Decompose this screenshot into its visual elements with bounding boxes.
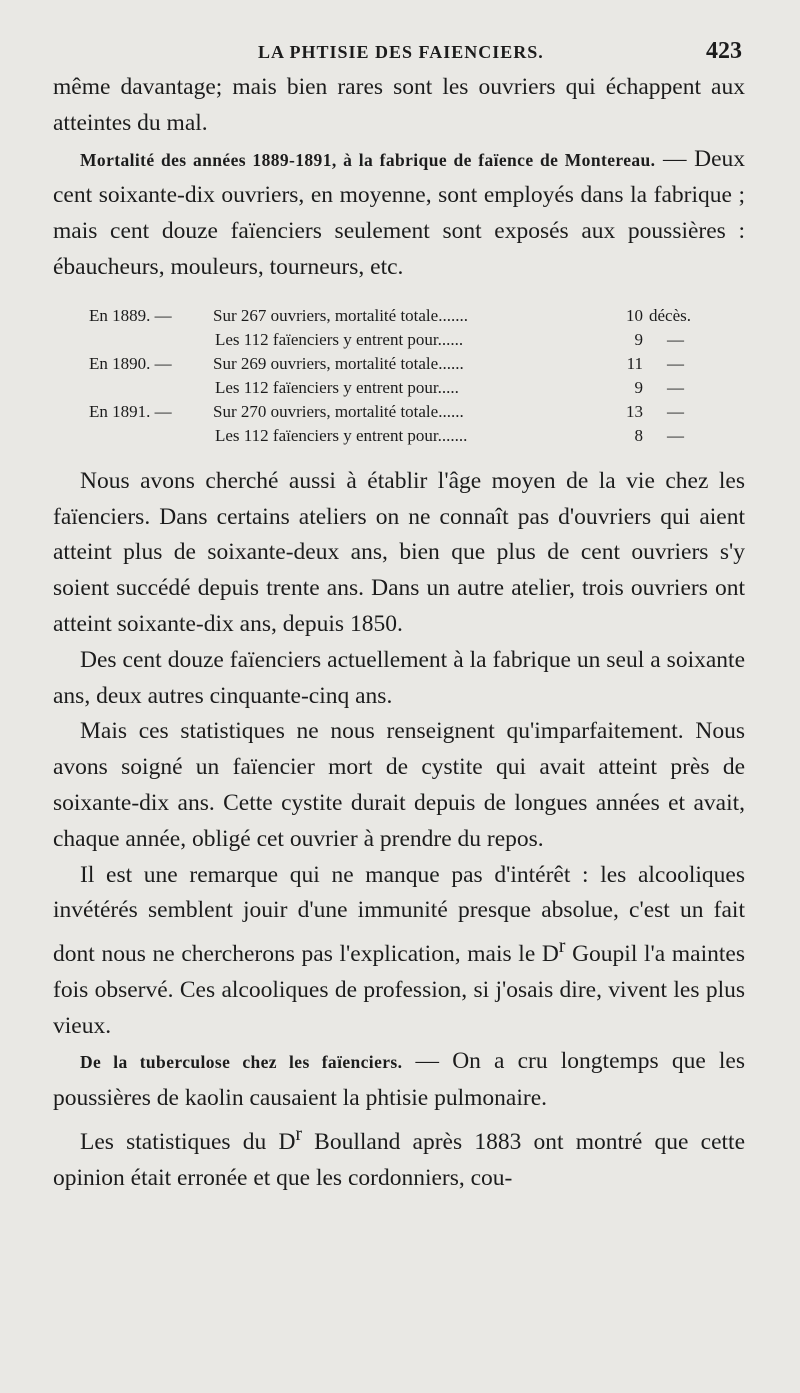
- superscript-r: r: [558, 936, 566, 958]
- row-year: En 1891. —: [89, 401, 172, 421]
- row-dash: —: [667, 377, 684, 397]
- paragraph-continuation: même davantage; mais bien rares sont les ouvriers qui échappent aux atteintes du mal.: [53, 74, 745, 136]
- paragraph-alcoholics: [53, 858, 745, 1045]
- row-count: 8: [634, 425, 643, 445]
- row-text: Les 112 faïenciers y entrent pour.....: [215, 377, 459, 397]
- row-count: 9: [634, 377, 643, 397]
- paragraph-average-age: Nous avons cherché aussi à établir l'âge moyen de la vie chez les faïenciers. Dans certains ateliers on ne connaît pas d'ouvriers qui aient atteint plus de soixante-deux ans, bien que plus de cent ouvriers s'y soient succédé depuis trente ans. Dans un autre atelier, trois ouvriers ont atteint soixante-dix ans, depuis 1850.: [53, 467, 745, 637]
- row-dash: —: [667, 425, 684, 445]
- row-text: Sur 270 ouvriers, mortalité totale......: [213, 401, 464, 421]
- table-row: [53, 352, 745, 376]
- paragraph-statistics: Mais ces statistiques ne nous renseignent qu'imparfaitement. Nous avons soigné un faïencier mort de cystite qui avait atteint près de soixante-dix ans. Cette cystite durait depuis de longues années et avait, chaque année, obligé cet ouvrier à prendre du repos.: [53, 718, 745, 852]
- page-number: 423: [706, 38, 742, 64]
- row-count: 9: [634, 329, 643, 349]
- row-unit: décès.: [649, 305, 692, 325]
- paragraph-boulland-text-a: Les statistiques du D: [80, 1128, 296, 1155]
- table-row: [53, 304, 745, 328]
- paragraph-alcoholics-text-b: Goupil l'a maintes fois observé. Ces alcooliques de profession, si j'osais dire, vivent les plus vieux.: [53, 940, 745, 1039]
- section-heading-tuberculosis: De la tuberculose chez les faïenciers.: [80, 1052, 403, 1073]
- paragraph-boulland-text-b: Boulland après 1883 ont montré que cette opinion était erronée et que les cordonniers, cou-: [53, 1128, 746, 1191]
- paragraph-alcoholics-text-a: Il est une remarque qui ne manque pas d'intérêt : les alcooliques invétérés semblent jouir d'une immunité presque absolue, c'est un fait dont nous ne chercherons pas l'explication, mais le D: [53, 861, 745, 967]
- row-text: Les 112 faïenciers y entrent pour.......: [215, 425, 468, 445]
- page-header: [0, 36, 760, 72]
- paragraph-tuberculosis: [53, 1044, 745, 1117]
- row-year: En 1890. —: [89, 353, 172, 373]
- table-row: [53, 424, 745, 448]
- row-count: 11: [626, 353, 643, 373]
- row-dash: —: [667, 401, 684, 421]
- table-row: [53, 400, 745, 424]
- row-dash: —: [667, 353, 684, 373]
- row-dash: —: [667, 329, 684, 349]
- row-year: En 1889. —: [89, 305, 172, 325]
- row-text: Les 112 faïenciers y entrent pour......: [215, 329, 464, 349]
- paragraph-current-workers: Des cent douze faïenciers actuellement à la fabrique un seul a soixante ans, deux autres cinquante-cinq ans.: [53, 646, 745, 709]
- row-count: 10: [626, 305, 643, 325]
- superscript-r: r: [295, 1123, 302, 1145]
- row-text: Sur 269 ouvriers, mortalité totale......: [213, 353, 464, 373]
- row-count: 13: [626, 401, 643, 421]
- table-row: [53, 328, 745, 352]
- paragraph-mortality: [53, 142, 745, 286]
- section-heading-mortality: Mortalité des années 1889-1891, à la fabrique de faïence de Montereau.: [80, 149, 656, 170]
- page-body: [53, 70, 745, 1196]
- table-row: [53, 376, 745, 400]
- paragraph-boulland: [53, 1117, 745, 1196]
- row-text: Sur 267 ouvriers, mortalité totale.......: [213, 305, 468, 325]
- running-title: LA PHTISIE DES FAIENCIERS.: [258, 42, 544, 62]
- paragraph-mortality-text: — Deux cent soixante-dix ouvriers, en moyenne, sont employés dans la fabrique ; mais cent douze faïenciers seulement sont exposés aux poussières : ébaucheurs, mouleurs, tourneurs, etc.: [53, 145, 746, 280]
- mortality-table: [53, 304, 745, 448]
- paragraph-tuberculosis-text: — On a cru longtemps que les poussières de kaolin causaient la phtisie pulmonaire.: [53, 1048, 746, 1112]
